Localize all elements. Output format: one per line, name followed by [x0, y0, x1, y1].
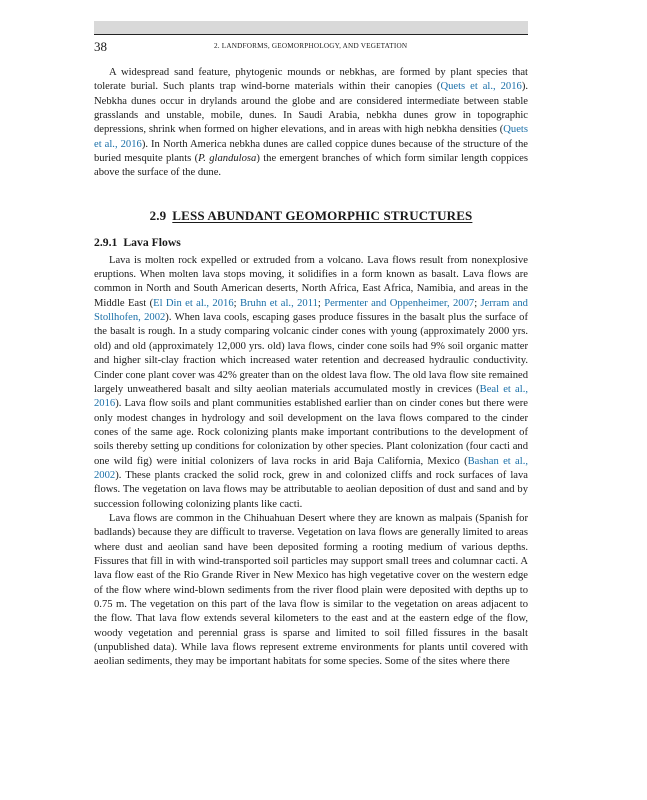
- citation-link[interactable]: Bashan et al., 2002: [94, 455, 529, 481]
- header-bar: [94, 21, 528, 34]
- citation-link[interactable]: Jerram and Stollhofen, 2002: [94, 297, 528, 324]
- text-run: ). In North America nebkha dunes are called coppice dunes because of the structure of the buried mesquite plants (: [94, 138, 528, 165]
- section-heading: [94, 208, 528, 224]
- running-title: 2. LANDFORMS, GEOMORPHOLOGY, AND VEGETATION: [214, 42, 408, 50]
- text-run: ). Nebkha dunes occur in drylands around the globe and are considered intermediate between stable grasslands and unstable, mobile, dunes. In Saudi Arabia, nebkha dunes grow in topographic depressions, shrink when formed on higher elevations, and in areas with high nebkha densities (: [94, 81, 528, 136]
- page-body: [94, 66, 528, 670]
- text-run: ). When lava cools, escaping gases produce fissures in the basalt plus the surface of the basalt is rough. In a study comparing volcanic cinder cones with young (approximately 2000 yrs. old) and old (approximately 12,000 yrs. old) lava flows, cinder cone soils had 9% soil organic matter and higher silt-clay fraction which increased water retention and decreased hydraulic conductivity. Cinder cone plant cover was 42% greater than on the oldest lava flow. The old lava flow site remained largely unweathered basalt and silty aeolian materials accumulated mostly in crevices (: [94, 312, 529, 395]
- species-name: P. glandulosa: [198, 153, 257, 165]
- text-run: ). Lava flow soils and plant communities established earlier than on cinder cones but there were only modest changes in hydrology and soil development on the lava flows compared to the cinder cones of the same age. Rock colonizing plants make important contributions to the development of soils thereby setting up conditions for colonization by other species. Plant colonization (four cacti and one wild fig) were initial colonizers of lava rocks in arid Baja California, Mexico (: [94, 398, 528, 467]
- citation-link[interactable]: El Din et al., 2016: [153, 297, 234, 309]
- subsection-number: 2.9.1: [94, 235, 118, 249]
- section-title: LESS ABUNDANT GEOMORPHIC STRUCTURES: [172, 207, 473, 223]
- section-number: 2.9: [149, 207, 167, 223]
- citation-link[interactable]: Beal et al., 2016: [94, 383, 528, 410]
- text-run: A widespread sand feature, phytogenic mounds or nebkhas, are formed by plant species that tolerate burial. Such plants trap wind-borne materials within their canopies (: [94, 67, 528, 93]
- running-header: [94, 34, 528, 53]
- citation-link[interactable]: Permenter and Oppenheimer, 2007: [324, 297, 475, 309]
- text-run: ;: [317, 297, 325, 309]
- paragraph-lava-intro: [94, 254, 528, 512]
- text-run: ;: [474, 297, 481, 309]
- subsection-title: Lava Flows: [123, 235, 181, 249]
- text-run: ) the emergent branches of which form similar length coppices above the surface of the dune.: [94, 153, 528, 179]
- subsection-heading: [94, 236, 528, 249]
- text-run: ;: [233, 297, 240, 309]
- citation-link[interactable]: Bruhn et al., 2011: [239, 297, 318, 309]
- paragraph-chihuahuan: Lava flows are common in the Chihuahuan Desert where they are known as malpais (Spanish for badlands) because they are difficult to traverse. Vegetation on lava flows are generally limited to areas where dust and aeolian sand have been deposited forming a rooting medium of various depths. Fissures that fill in with wind-transported soil particles may support small trees and columnar cacti. A lava flow east of the Rio Grande River in New Mexico has high vegetative cover on the western edge of the flow where wind-blown sediments from the river flood plain were deposited with depths up to 0.75 m. The vegetation on this part of the lava flow is similar to the vegetation on areas adjacent to the flow. That lava flow extends several kilometers to the east and at the eastern edge of the flow, woody vegetation and perennial grass is sparse and limited to soil filled fissures in the basalt (unpublished data). While lava flows represent extreme environments for plants until covered with aeolian sediments, they may be important habitats for some species. Some of the sites where there: [94, 512, 528, 668]
- paragraph-nebkha: [94, 66, 528, 181]
- citation-link[interactable]: Quets et al., 2016: [440, 81, 522, 93]
- text-run: Lava is molten rock expelled or extruded from a volcano. Lava flows result from nonexplosive eruptions. When molten lava stops moving, it solidifies in a form known as basalt. Lava flows are common in North and South American deserts, North Africa, East Africa, Namibia, and areas in the Middle East (: [94, 254, 528, 309]
- text-run: ). These plants cracked the solid rock, grew in and colonized cliffs and rock surfaces of lava flows. The vegetation on lava flows may be attributable to aeolian deposition of dust and sand and by succession following colonizing plants like cacti.: [94, 469, 528, 510]
- page-number: 38: [94, 39, 107, 54]
- citation-link[interactable]: Quets et al., 2016: [94, 124, 528, 150]
